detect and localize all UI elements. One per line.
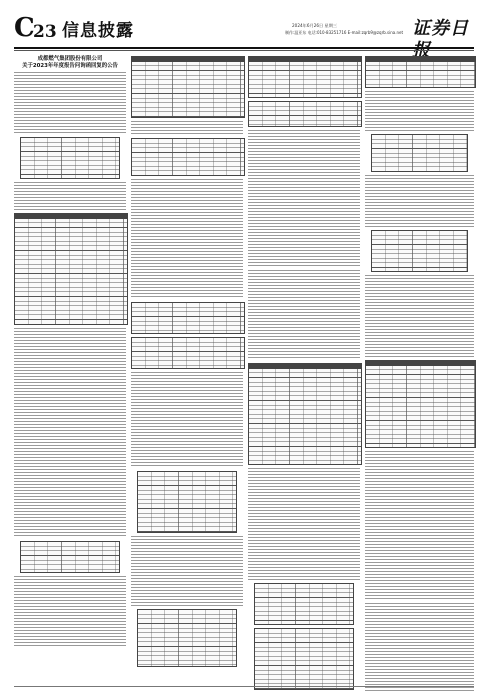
masthead — [14, 13, 474, 44]
data-table — [365, 360, 476, 448]
data-table — [131, 302, 245, 334]
text-block — [131, 536, 243, 606]
text-block — [131, 372, 243, 468]
data-table — [20, 137, 121, 179]
footer-rule — [14, 686, 474, 687]
contact-line: 制作:温亚东 电话:010-83251716 E-mail:zqrb9@zqrb.sina.net — [285, 30, 404, 35]
data-table — [371, 134, 469, 172]
text-block — [14, 182, 126, 210]
column-3 — [248, 53, 360, 683]
column-4 — [365, 53, 474, 683]
column-1 — [14, 53, 126, 683]
data-table — [248, 101, 362, 127]
data-table — [137, 471, 238, 533]
text-block — [365, 451, 474, 601]
data-table — [254, 628, 355, 690]
section-title: 信息披露 — [62, 21, 134, 41]
text-block — [14, 328, 126, 446]
column-2 — [131, 53, 243, 683]
text-block — [131, 121, 243, 135]
text-block — [365, 175, 474, 227]
data-table — [131, 56, 245, 118]
company-name: 成都燃气集团股份有限公司 — [37, 56, 103, 62]
text-block — [248, 270, 360, 360]
data-table — [137, 609, 238, 667]
data-table — [14, 213, 128, 325]
article-heading — [14, 53, 126, 70]
section-number: 23 — [33, 22, 57, 42]
newspaper-logo: 证券日 — [412, 18, 469, 39]
text-block — [365, 275, 474, 357]
text-block — [131, 179, 243, 299]
data-table — [131, 337, 245, 369]
text-block — [365, 91, 474, 131]
header-rule — [14, 47, 474, 49]
article-title: 关于2023年年度报告问询函回复的公告 — [22, 63, 118, 69]
data-table — [248, 56, 362, 98]
text-block — [14, 448, 126, 538]
data-table — [20, 541, 121, 573]
data-table — [371, 230, 469, 272]
data-table — [248, 363, 362, 465]
date-line: 2024年6月26日 星期三 — [292, 23, 338, 28]
section-letter: C — [14, 13, 35, 43]
text-block — [248, 468, 360, 580]
text-block — [14, 576, 126, 646]
text-block — [14, 72, 126, 134]
text-block — [248, 130, 360, 268]
data-table — [365, 56, 476, 88]
text-block — [365, 603, 474, 693]
header-rule-thin — [14, 50, 474, 51]
data-table — [131, 138, 245, 176]
data-table — [254, 583, 355, 625]
